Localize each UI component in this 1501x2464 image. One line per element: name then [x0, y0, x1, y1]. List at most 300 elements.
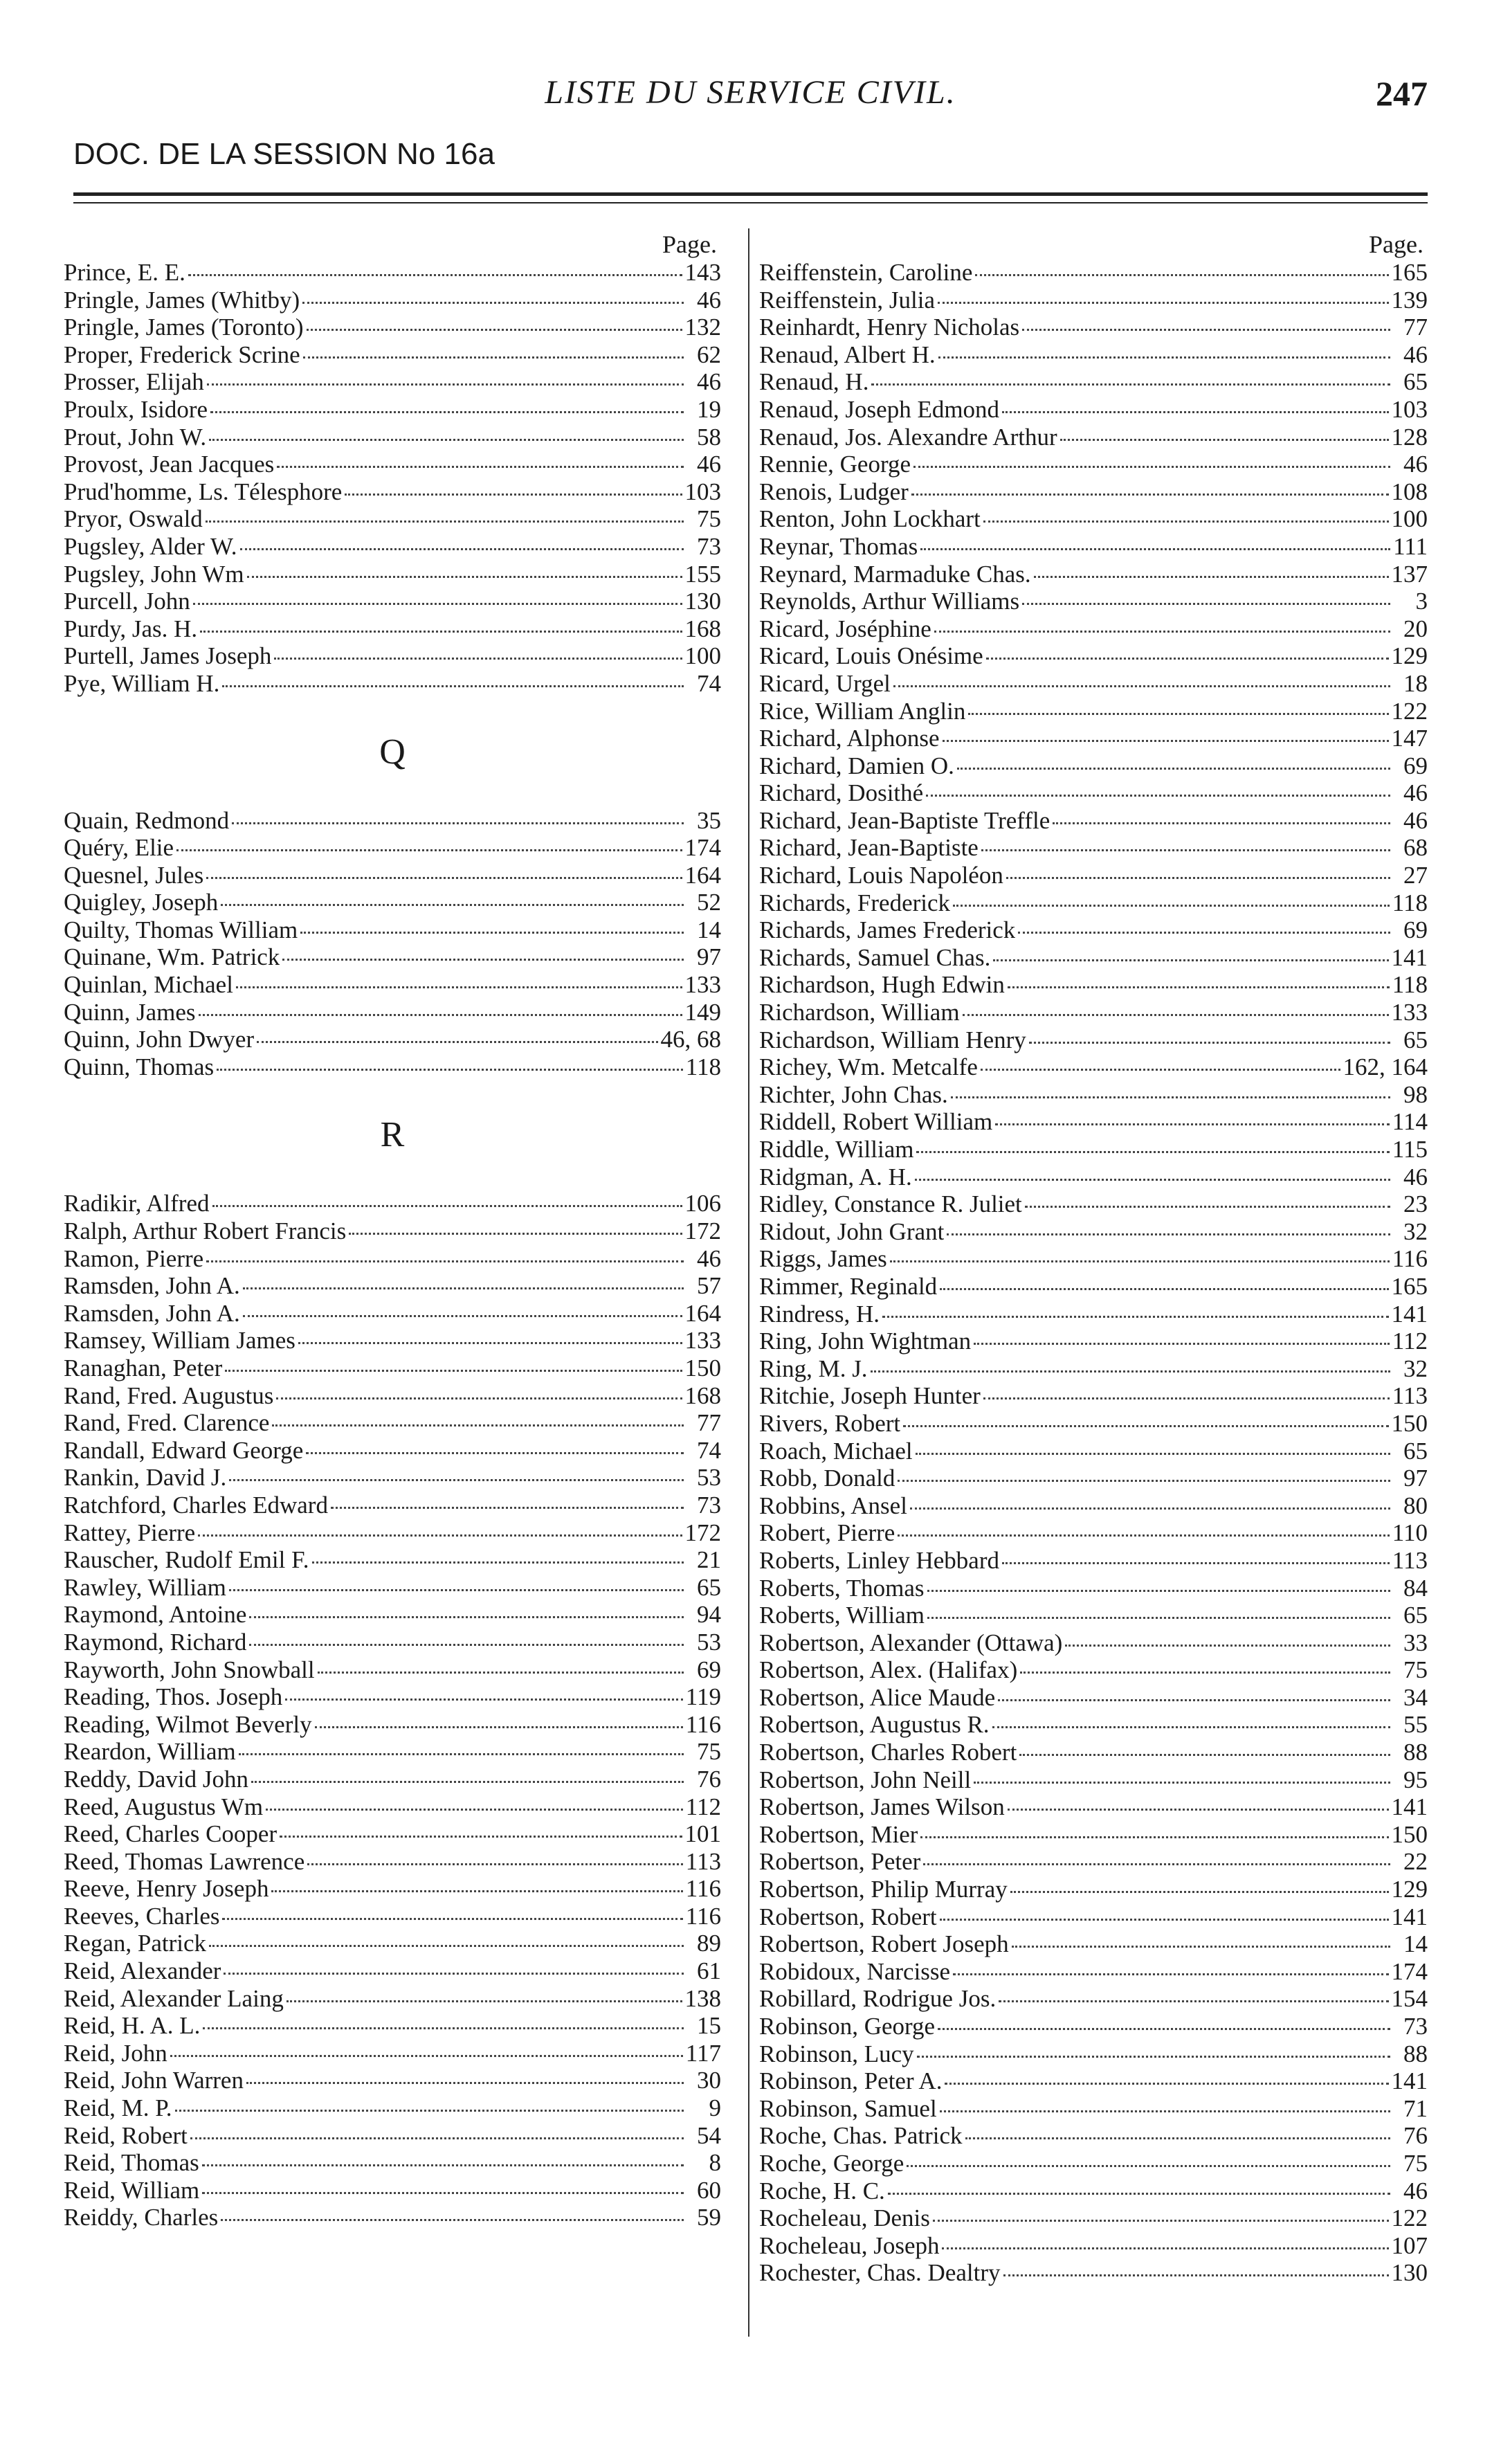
entry-page: 21	[697, 1546, 721, 1574]
index-entry	[759, 424, 1428, 451]
index-entry	[64, 1766, 721, 1793]
index-entry	[64, 1245, 721, 1273]
dot-leader	[1065, 1645, 1390, 1647]
entry-page: 98	[1403, 1080, 1428, 1108]
entry-page: 53	[697, 1464, 721, 1492]
entry-page: 35	[697, 806, 721, 834]
dot-leader	[298, 1342, 682, 1344]
dot-leader	[266, 1809, 683, 1811]
entry-page: 46	[697, 368, 721, 396]
dot-leader	[871, 383, 1390, 386]
dot-leader	[318, 1672, 684, 1674]
dot-leader	[249, 1616, 684, 1618]
dot-leader	[940, 2110, 1390, 2112]
entry-name: Ramsey, William James	[64, 1327, 295, 1355]
column-divider	[748, 228, 749, 2337]
dot-leader	[933, 2220, 1389, 2222]
dot-leader	[1002, 1562, 1390, 1564]
index-entry	[64, 1053, 721, 1081]
entry-page: 75	[697, 505, 721, 533]
dot-leader	[312, 1561, 684, 1564]
index-entry	[759, 1301, 1428, 1328]
entry-page: 165	[1391, 259, 1428, 286]
entry-page: 88	[1403, 2040, 1428, 2067]
entry-page: 46, 68	[660, 1026, 721, 1053]
entry-page: 141	[1391, 2067, 1428, 2095]
entry-name: Reeve, Henry Joseph	[64, 1875, 269, 1903]
dot-leader	[940, 1288, 1388, 1290]
entry-name: Rayworth, John Snowball	[64, 1656, 315, 1683]
dot-leader	[193, 603, 682, 605]
entry-page: 69	[1403, 752, 1428, 779]
entry-page: 58	[697, 423, 721, 451]
index-entry	[759, 1163, 1428, 1191]
entry-name: Robertson, Robert Joseph	[759, 1930, 1009, 1958]
entry-page: 133	[1391, 999, 1428, 1026]
index-entry	[64, 533, 721, 561]
index-entry	[759, 1273, 1428, 1301]
index-entry	[64, 1026, 721, 1053]
index-entry	[759, 944, 1428, 972]
entry-page: 133	[684, 971, 721, 999]
dot-leader	[225, 1370, 682, 1372]
index-entry	[64, 999, 721, 1026]
index-entry	[759, 670, 1428, 698]
dot-leader	[203, 2027, 684, 2029]
index-entry	[64, 1793, 721, 1821]
entry-name: Richter, John Chas.	[759, 1080, 948, 1108]
index-entry	[64, 2204, 721, 2231]
dot-leader	[915, 1179, 1390, 1181]
entry-name: Quinn, James	[64, 998, 196, 1026]
entry-name: Richey, Wm. Metcalfe	[759, 1053, 978, 1081]
dot-leader	[307, 329, 682, 331]
entry-page: 174	[1391, 1957, 1428, 1985]
entry-name: Riddle, William	[759, 1136, 914, 1163]
index-entry	[759, 1930, 1428, 1958]
index-entry	[759, 259, 1428, 287]
entry-page: 3	[1415, 588, 1428, 615]
entry-page: 74	[697, 1436, 721, 1464]
index-entry	[64, 1656, 721, 1684]
entry-name: Rand, Fred. Clarence	[64, 1409, 270, 1437]
index-entry	[64, 2149, 721, 2177]
doc-session-label: DOC. DE LA SESSION No 16a	[73, 137, 495, 171]
entry-page: 95	[1403, 1766, 1428, 1793]
dot-leader	[923, 1863, 1390, 1865]
entry-page: 54	[697, 2121, 721, 2149]
index-entry	[759, 999, 1428, 1026]
entry-page: 52	[697, 889, 721, 916]
entry-name: Quinlan, Michael	[64, 971, 233, 999]
dot-leader	[243, 1315, 682, 1317]
index-entry	[64, 1683, 721, 1711]
entry-page: 46	[1403, 451, 1428, 478]
entry-name: Reading, Thos. Joseph	[64, 1683, 283, 1711]
index-entry	[759, 834, 1428, 862]
index-entry	[759, 1438, 1428, 1465]
index-entry	[759, 1575, 1428, 1602]
entry-page: 118	[1392, 889, 1428, 916]
entry-page: 59	[697, 2204, 721, 2231]
dot-leader	[938, 2028, 1390, 2030]
index-entry	[64, 1382, 721, 1410]
entry-name: Raymond, Richard	[64, 1628, 247, 1656]
entry-page: 73	[697, 1491, 721, 1519]
entry-page: 14	[697, 916, 721, 943]
entry-page: 76	[1403, 2122, 1428, 2150]
index-entry	[759, 1739, 1428, 1766]
entry-name: Ratchford, Charles Edward	[64, 1491, 328, 1519]
index-entry	[759, 889, 1428, 917]
entry-name: Rindress, H.	[759, 1300, 880, 1328]
entry-page: 46	[1403, 779, 1428, 807]
dot-leader	[272, 1424, 684, 1426]
dot-leader	[198, 1534, 682, 1537]
entry-page: 118	[1392, 971, 1428, 999]
index-entry	[759, 1903, 1428, 1931]
index-entry	[759, 396, 1428, 424]
entry-page: 101	[684, 1820, 721, 1848]
index-entry	[759, 1629, 1428, 1657]
dot-leader	[207, 383, 684, 386]
entry-name: Robidoux, Narcisse	[759, 1957, 951, 1985]
entry-page: 46	[1403, 806, 1428, 834]
entry-name: Ricard, Urgel	[759, 669, 891, 697]
index-entry	[64, 943, 721, 971]
page-number: 247	[1376, 74, 1428, 113]
index-entry	[64, 314, 721, 341]
entry-page: 69	[1403, 916, 1428, 944]
dot-leader	[229, 1589, 684, 1591]
entry-name: Reid, Robert	[64, 2121, 188, 2149]
dot-leader	[202, 2192, 684, 2194]
dot-leader	[920, 1836, 1388, 1838]
dot-leader	[957, 768, 1390, 770]
index-entry	[759, 1053, 1428, 1081]
dot-leader	[249, 1644, 684, 1646]
header-rule-thick	[73, 192, 1428, 196]
entry-page: 62	[697, 341, 721, 368]
dot-leader	[285, 1698, 683, 1701]
entry-name: Richards, James Frederick	[759, 916, 1016, 944]
entry-name: Reid, Alexander	[64, 1957, 221, 1985]
entry-page: 172	[684, 1519, 721, 1546]
dot-leader	[1008, 986, 1390, 988]
dot-leader	[221, 2219, 684, 2221]
dot-leader	[257, 1041, 657, 1043]
index-entry	[759, 2122, 1428, 2150]
running-title: LISTE DU SERVICE CIVIL.	[545, 74, 956, 111]
index-entry	[64, 615, 721, 643]
entry-name: Roach, Michael	[759, 1437, 913, 1465]
dot-leader	[916, 1453, 1390, 1455]
index-entry	[759, 1492, 1428, 1520]
entry-page: 128	[1391, 423, 1428, 451]
entry-name: Pryor, Oswald	[64, 505, 203, 533]
entry-page: 122	[1391, 2204, 1428, 2232]
dot-leader	[945, 2083, 1388, 2085]
right-index-column	[759, 230, 1428, 2287]
entry-page: 174	[684, 834, 721, 862]
entry-page: 22	[1403, 1848, 1428, 1876]
dot-leader	[871, 1370, 1390, 1373]
entry-page: 108	[1391, 478, 1428, 505]
entry-page: 88	[1403, 1739, 1428, 1766]
index-entry	[759, 314, 1428, 341]
dot-leader	[986, 658, 1389, 660]
dot-leader	[286, 2000, 682, 2002]
entry-name: Reed, Thomas Lawrence	[64, 1847, 305, 1875]
entry-page: 113	[1392, 1382, 1428, 1410]
entry-name: Reardon, William	[64, 1738, 236, 1766]
index-entry	[759, 1355, 1428, 1383]
entry-page: 107	[1391, 2231, 1428, 2259]
entry-name: Rice, William Anglin	[759, 697, 966, 725]
dot-leader	[1022, 603, 1390, 605]
dot-leader	[992, 1726, 1390, 1728]
dot-leader	[934, 631, 1390, 633]
entry-name: Ritchie, Joseph Hunter	[759, 1382, 981, 1410]
entry-name: Richard, Louis Napoléon	[759, 862, 1003, 889]
entry-name: Ramon, Pierre	[64, 1244, 204, 1272]
entry-name: Regan, Patrick	[64, 1930, 207, 1957]
dot-leader	[968, 713, 1388, 715]
entry-page: 103	[1391, 395, 1428, 423]
index-entry	[64, 259, 721, 287]
entry-page: 19	[697, 395, 721, 423]
entry-name: Purcell, John	[64, 588, 190, 615]
entry-page: 137	[1391, 560, 1428, 588]
entry-page: 53	[697, 1628, 721, 1656]
entry-page: 75	[1403, 1656, 1428, 1684]
entry-page: 76	[697, 1765, 721, 1793]
index-entry	[759, 807, 1428, 835]
dot-leader	[307, 1863, 683, 1865]
index-entry	[64, 2012, 721, 2040]
entry-name: Rawley, William	[64, 1573, 226, 1601]
dot-leader	[995, 1123, 1390, 1125]
page-column-label: Page.	[662, 230, 717, 258]
dot-leader	[938, 302, 1388, 304]
dot-leader	[917, 2056, 1390, 2058]
index-entry	[64, 1437, 721, 1465]
dot-leader	[938, 356, 1390, 359]
entry-name: Riggs, James	[759, 1245, 887, 1273]
entry-name: Reed, Augustus Wm	[64, 1793, 264, 1820]
index-entry	[64, 2122, 721, 2150]
index-entry	[64, 368, 721, 396]
index-entry	[759, 368, 1428, 396]
entry-page: 155	[684, 560, 721, 588]
entry-name: Reynard, Marmaduke Chas.	[759, 560, 1031, 588]
entry-name: Pringle, James (Whitby)	[64, 286, 300, 314]
entry-page: 68	[1403, 834, 1428, 862]
entry-name: Robert, Pierre	[759, 1519, 895, 1547]
entry-name: Reiffenstein, Caroline	[759, 259, 973, 286]
entry-page: 73	[697, 532, 721, 560]
entry-page: 84	[1403, 1574, 1428, 1602]
index-entry	[64, 1930, 721, 1957]
index-entry	[64, 1820, 721, 1848]
entry-name: Richards, Samuel Chas.	[759, 943, 991, 971]
dot-leader	[277, 466, 684, 468]
entry-name: Reynar, Thomas	[759, 532, 918, 560]
index-entry	[64, 916, 721, 944]
entry-page: 141	[1391, 1300, 1428, 1328]
dot-leader	[998, 1699, 1390, 1701]
entry-name: Roberts, Linley Hebbard	[759, 1546, 999, 1574]
dot-leader	[1020, 1672, 1390, 1674]
section-letter-heading: Q	[379, 732, 406, 772]
index-entry	[759, 2232, 1428, 2260]
index-entry	[64, 1409, 721, 1437]
dot-leader	[176, 849, 682, 851]
entry-page: 113	[685, 1847, 721, 1875]
entry-name: Reynolds, Arthur Williams	[759, 588, 1020, 615]
entry-page: 133	[684, 1327, 721, 1355]
index-entry	[759, 916, 1428, 944]
index-entry	[759, 1876, 1428, 1903]
entry-name: Richard, Jean-Baptiste Treffle	[759, 806, 1050, 834]
entry-page: 122	[1391, 697, 1428, 725]
index-entry	[64, 1300, 721, 1328]
dot-leader	[953, 1973, 1388, 1975]
index-entry	[759, 1821, 1428, 1849]
dot-leader	[890, 1260, 1390, 1262]
index-entry	[759, 1108, 1428, 1136]
dot-leader	[209, 1945, 684, 1947]
entry-page: 115	[1392, 1136, 1428, 1163]
entry-name: Pugsley, Alder W.	[64, 532, 237, 560]
entry-page: 46	[697, 1244, 721, 1272]
index-entry	[759, 533, 1428, 561]
entry-name: Quigley, Joseph	[64, 889, 219, 916]
entry-name: Renaud, Jos. Alexandre Arthur	[759, 423, 1057, 451]
entry-name: Ramsden, John A.	[64, 1299, 240, 1327]
index-entry	[64, 588, 721, 615]
index-entry	[759, 1465, 1428, 1492]
entry-name: Robbins, Ansel	[759, 1492, 907, 1519]
entry-name: Rauscher, Rudolf Emil F.	[64, 1546, 309, 1574]
dot-leader	[232, 822, 684, 824]
dot-leader	[251, 1781, 684, 1783]
index-entry	[759, 2095, 1428, 2123]
entry-page: 117	[685, 2039, 721, 2067]
entry-name: Robertson, Peter	[759, 1848, 921, 1876]
index-entry	[759, 1656, 1428, 1684]
entry-page: 114	[1392, 1108, 1428, 1136]
entry-page: 141	[1391, 943, 1428, 971]
dot-leader	[303, 356, 684, 359]
entry-name: Reiddy, Charles	[64, 2204, 219, 2231]
entry-name: Quain, Redmond	[64, 806, 230, 834]
dot-leader	[222, 1918, 682, 1920]
entry-page: 46	[697, 286, 721, 314]
dot-leader	[221, 904, 684, 906]
entry-name: Purtell, James Joseph	[64, 642, 272, 670]
entry-name: Richard, Alphonse	[759, 725, 940, 752]
dot-leader	[282, 959, 684, 961]
entry-page: 130	[684, 588, 721, 615]
entry-page: 119	[685, 1683, 721, 1711]
dot-leader	[888, 2193, 1390, 2195]
dot-leader	[222, 685, 684, 687]
entry-page: 34	[1403, 1683, 1428, 1711]
entry-page: 80	[1403, 1492, 1428, 1519]
entry-name: Rattey, Pierre	[64, 1519, 196, 1546]
entry-name: Purdy, Jas. H.	[64, 615, 198, 642]
index-entry	[64, 1957, 721, 1985]
dot-leader	[882, 1316, 1388, 1318]
dot-leader	[927, 1590, 1390, 1592]
index-entry	[759, 1519, 1428, 1547]
index-entry	[64, 807, 721, 835]
index-entry	[759, 2204, 1428, 2232]
entry-page: 65	[1403, 368, 1428, 396]
entry-page: 89	[697, 1930, 721, 1957]
index-entry	[64, 478, 721, 506]
entry-name: Quinn, John Dwyer	[64, 1026, 255, 1053]
entry-name: Richardson, William	[759, 999, 960, 1026]
entry-page: 61	[697, 1957, 721, 1985]
dot-leader	[1018, 932, 1390, 934]
entry-page: 112	[685, 1793, 721, 1820]
entry-page: 143	[684, 259, 721, 286]
dot-leader	[243, 1287, 684, 1289]
index-entry	[759, 1684, 1428, 1712]
entry-page: 23	[1403, 1190, 1428, 1218]
dot-leader	[274, 658, 682, 660]
entry-page: 65	[1403, 1602, 1428, 1629]
entry-name: Proulx, Isidore	[64, 395, 208, 423]
index-entry	[64, 889, 721, 916]
entry-name: Robb, Donald	[759, 1465, 895, 1492]
entry-page: 65	[1403, 1437, 1428, 1465]
entry-page: 113	[1392, 1546, 1428, 1574]
index-entry	[64, 642, 721, 670]
entry-name: Randall, Edward George	[64, 1436, 304, 1464]
dot-leader	[920, 548, 1390, 550]
dot-leader	[898, 1534, 1389, 1537]
entry-page: 112	[1392, 1328, 1428, 1355]
entry-page: 46	[1403, 341, 1428, 368]
entry-page: 46	[697, 451, 721, 478]
dot-leader	[349, 1233, 682, 1235]
entry-page: 162, 164	[1343, 1053, 1428, 1081]
entry-name: Rocheleau, Denis	[759, 2204, 930, 2232]
dot-leader	[907, 2165, 1390, 2167]
dot-leader	[1060, 439, 1389, 441]
entry-page: 32	[1403, 1355, 1428, 1382]
dot-leader	[981, 1069, 1340, 1071]
entry-page: 97	[1403, 1465, 1428, 1492]
dot-leader	[229, 1479, 684, 1481]
index-entry	[64, 862, 721, 889]
index-entry	[64, 971, 721, 999]
dot-leader	[999, 2000, 1388, 2002]
entry-page: 164	[684, 1299, 721, 1327]
index-entry	[759, 1136, 1428, 1163]
entry-page: 77	[697, 1409, 721, 1437]
index-entry	[759, 1766, 1428, 1794]
entry-name: Renton, John Lockhart	[759, 505, 981, 533]
entry-page: 77	[1403, 314, 1428, 341]
entry-name: Robertson, Mier	[759, 1820, 918, 1848]
entry-name: Robertson, Augustus R.	[759, 1711, 990, 1739]
entry-page: 55	[1403, 1711, 1428, 1739]
entry-page: 65	[1403, 1026, 1428, 1053]
